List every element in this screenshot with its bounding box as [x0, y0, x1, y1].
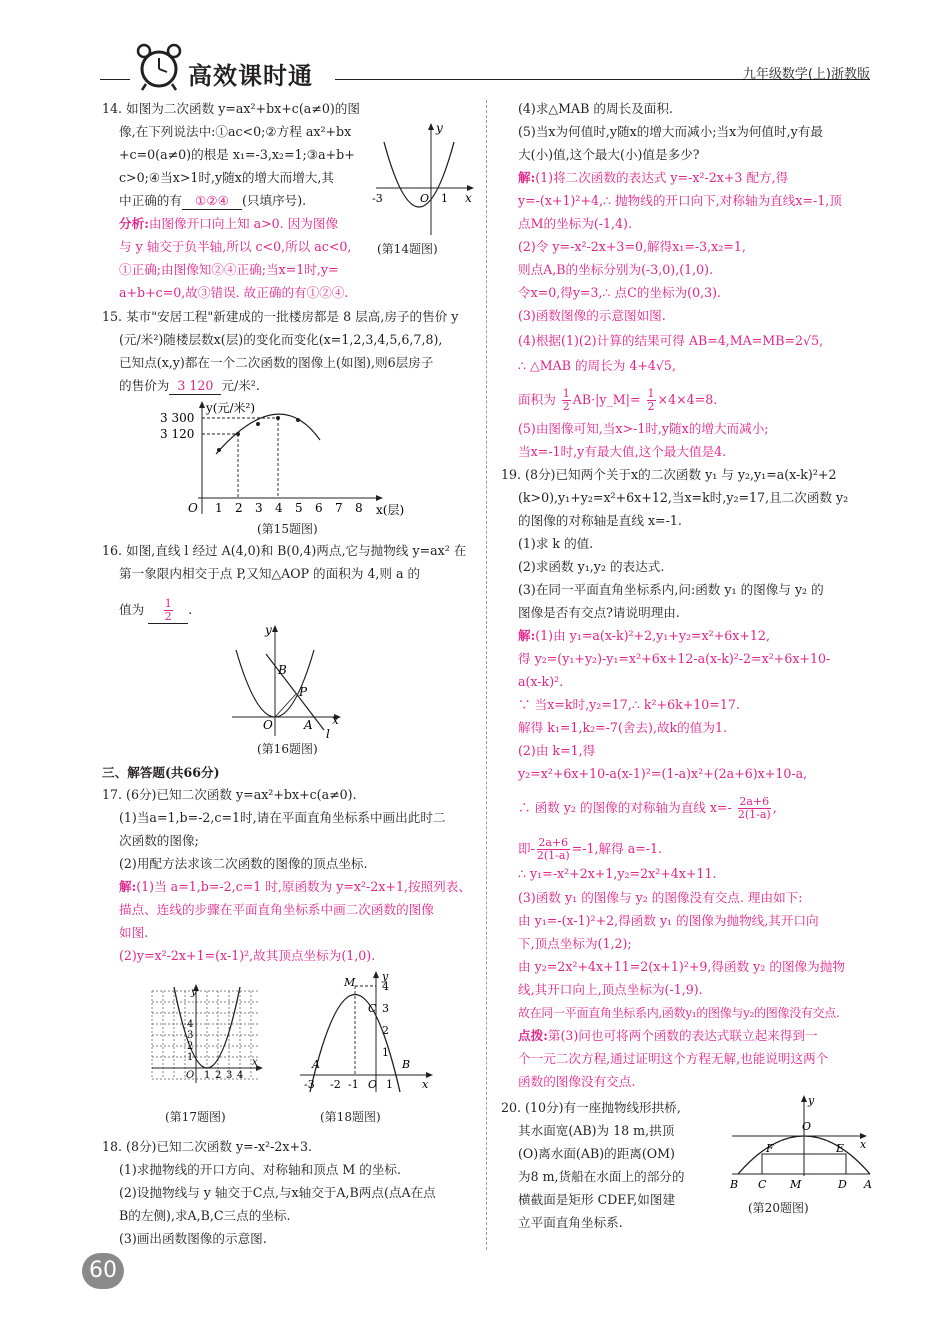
- q19-fraction-1-den: 2(1-a): [737, 808, 771, 821]
- q19-solution-8: [518, 796, 777, 821]
- q17-solution-1: [119, 879, 471, 895]
- q18-line2: (1)求抛物线的开口方向、对称轴和顶点 M 的坐标.: [119, 1162, 402, 1177]
- q17-fig-xt3: 3: [226, 1070, 233, 1081]
- q14-analysis-label: 分析:: [119, 216, 149, 231]
- q20-fig-m: M: [790, 1178, 802, 1191]
- q18-caption: (第18题图): [320, 1110, 381, 1124]
- q17-solution-3: 如图.: [119, 925, 149, 940]
- q16-fig-y: y: [265, 623, 272, 637]
- q18-line5: (3)画出函数图像的示意图.: [119, 1231, 267, 1246]
- q18-solution-1: [518, 170, 788, 186]
- q18-half-2-num: 1: [647, 387, 655, 400]
- q19-solution-7: y₂=x²+6x+10-a(x-1)²=(1-a)x²+(2a+6)x+10-a,: [518, 766, 808, 781]
- q19-solution-5: 解得 k₁=1,k₂=-7(舍去),故k的值为1.: [518, 720, 727, 735]
- q19-solution-11: (3)函数 y₁ 的图像与 y₂ 的图像没有交点. 理由如下:: [518, 890, 803, 905]
- q16-line3-text: 值为: [119, 602, 145, 617]
- q15-point-3: [256, 422, 260, 426]
- q16-caption: (第16题图): [257, 742, 318, 756]
- header-rule-left: [100, 79, 130, 80]
- q18-half-1-den: 2: [562, 400, 570, 413]
- q18-solution-text: (1)将二次函数的表达式 y=-x²-2x+3 配方,得: [535, 170, 789, 185]
- book-title: 九年级数学(上)浙教版: [742, 67, 870, 82]
- page-number: 60: [89, 1258, 117, 1283]
- q20-fig-x: x: [860, 1138, 867, 1151]
- q14-figure: [368, 120, 480, 240]
- q17-fig-xt1: 1: [204, 1070, 211, 1081]
- q17-fig-y: y: [191, 987, 197, 998]
- q15-fig-tick-3: 3: [255, 501, 263, 515]
- q18-fig-y: y: [382, 970, 389, 983]
- q19-tip-1: [518, 1028, 818, 1044]
- q16-fig-x: x: [332, 713, 339, 727]
- q19-axis-text: ∴ 函数 y₂ 的图像的对称轴为直线 x=-: [518, 800, 732, 815]
- q17-fig-yt2: 2: [187, 1041, 194, 1052]
- q15-fig-x-label: x(层): [376, 503, 405, 517]
- q20-fig-b: B: [730, 1178, 739, 1191]
- q18-area-mid: AB·|y_M|=: [572, 392, 641, 407]
- q20-fig-e: E: [836, 1142, 845, 1155]
- q19-tip-label: 点拨:: [518, 1028, 548, 1043]
- q18-area-tail: ×4×4=8.: [657, 392, 718, 407]
- q18-fig-c: C: [368, 1002, 377, 1015]
- q15-point-4: [276, 416, 280, 420]
- q15-fig-tick-8: 8: [355, 501, 363, 515]
- q17-line4: (2)用配方法求该二次函数的图像的顶点坐标.: [119, 856, 368, 871]
- q15-line4-text: 的售价为: [119, 378, 170, 393]
- q16-figure: [228, 622, 348, 740]
- q19-solution-text: (1)由 y₁=a(x-k)²+2,y₁+y₂=x²+6x+12,: [535, 628, 770, 643]
- q20-fig-c: C: [758, 1178, 767, 1191]
- q14-analysis-text: 由图像开口向上知 a>0. 因为图像: [148, 216, 339, 231]
- q19-solution-9: [518, 837, 662, 862]
- q17-caption: (第17题图): [165, 1110, 226, 1124]
- q14-fig-y-label: y: [436, 121, 443, 135]
- q14-answer-blank[interactable]: ①②④: [182, 193, 242, 210]
- q20-caption: (第20题图): [748, 1201, 809, 1215]
- q15-point-5: [296, 418, 300, 422]
- q18-half-1-num: 1: [562, 387, 570, 400]
- q18-solution-2: y=-(x+1)²+4,∴ 抛物线的开口向下,对称轴为直线x=-1,顶: [518, 193, 842, 208]
- q19-tip-2: 个一元二次方程,通过证明这个方程无解,也能说明这两个: [518, 1051, 829, 1066]
- q19-line5: (2)求函数 y₁,y₂ 的表达式.: [518, 559, 665, 574]
- q18-fig-a: A: [312, 1058, 320, 1071]
- q20-fig-f: F: [766, 1142, 774, 1155]
- q14-line3: +c=0(a≠0)的根是 x₁=-3,x₂=1;③a+b+: [119, 147, 355, 162]
- q19-solution-16: 故在同一平面直角坐标系内,函数y₁的图像与y₂的图像没有交点.: [518, 1006, 840, 1020]
- q19-solution-1: [518, 628, 770, 644]
- q17-solution-text: (1)当 a=1,b=-2,c=1 时,原函数为 y=x²-2x+1,按照列表、: [136, 879, 471, 894]
- q19-tip-3: 函数的图像没有交点.: [518, 1074, 636, 1089]
- q17-fig-x: x: [252, 1057, 258, 1068]
- q14-line5-tail: (只填序号).: [241, 193, 307, 208]
- q18-fig-yt3: 3: [382, 1002, 389, 1015]
- q18-solution-7: (3)函数图像的示意图如图.: [518, 308, 666, 323]
- q18-line7: (5)当x为何值时,y随x的增大而减小;当x为何值时,y有最: [518, 124, 823, 139]
- q19-eq-text: 即-: [518, 841, 535, 856]
- q16-fig-b: B: [278, 663, 287, 677]
- q18-figure: [298, 968, 436, 1094]
- q16-answer-blank[interactable]: [148, 598, 188, 624]
- q15-line2: (元/米²)随楼层数x(层)的变化而变化(x=1,2,3,4,5,6,7,8),: [119, 332, 443, 347]
- q17-fig-o: O: [186, 1070, 195, 1081]
- q15-fig-y-label: y(元/米²): [206, 401, 255, 415]
- q18-line6: (4)求△MAB 的周长及面积.: [518, 101, 673, 116]
- q16-fig-a: A: [304, 718, 313, 732]
- section3-title: 三、解答题(共66分): [102, 765, 220, 780]
- q19-line3: 的图像的对称轴是直线 x=-1.: [518, 513, 682, 528]
- q18-fig-xt-2: -2: [330, 1078, 341, 1091]
- q16-answer-num: 1: [164, 597, 172, 610]
- q18-solution-4: (2)令 y=-x²-2x+3=0,解得x₁=-3,x₂=1,: [518, 239, 746, 254]
- q16-line2: 第一象限内相交于点 P,又知△AOP 的面积为 4,则 a 的: [119, 566, 421, 581]
- q18-fig-b: B: [402, 1058, 411, 1071]
- header: [100, 42, 870, 92]
- q17-fig-xt2: 2: [215, 1070, 222, 1081]
- q17-figure: [148, 983, 266, 1089]
- q16-line3: [119, 598, 192, 624]
- clock-logo-icon: [130, 42, 188, 92]
- q15-point-1: [217, 448, 221, 452]
- q18-fig-o: O: [368, 1078, 378, 1091]
- q15-fig-tick-7: 7: [335, 501, 343, 515]
- q18-solution-12: 当x=-1时,y有最大值,这个最大值是4.: [518, 444, 727, 459]
- q15-figure: [158, 398, 420, 518]
- q20-line2: 其水面宽(AB)为 18 m,拱顶: [518, 1123, 675, 1138]
- q19-axis-tail: ,: [772, 800, 777, 815]
- q14-line1: 14. 如图为二次函数 y=ax²+bx+c(a≠0)的图: [102, 101, 360, 116]
- q18-fig-yt4: 4: [382, 980, 389, 993]
- q18-solution-3: 点M的坐标为(-1,4).: [518, 216, 632, 231]
- q20-fig-o: O: [802, 1120, 812, 1133]
- q14-analysis-1: [119, 216, 338, 232]
- q19-solution-label: 解:: [518, 628, 536, 643]
- q19-fraction-1-num: 2a+6: [739, 795, 770, 808]
- q16-line1: 16. 如图,直线 l 经过 A(4,0)和 B(0,4)两点,它与抛物线 y=ax² 在: [102, 543, 467, 558]
- q19-solution-15: 线,其开口向上,顶点坐标为(-1,9).: [518, 982, 703, 997]
- q19-line2: (k>0),y₁+y₂=x²+6x+12,当x=k时,y₂=17,且二次函数 y₂: [518, 490, 849, 505]
- q19-line6: (3)在同一平面直角坐标系内,问:函数 y₁ 的图像与 y₂ 的: [518, 582, 824, 597]
- q19-axis-fraction-1: [738, 796, 771, 821]
- q17-fig-xt4: 4: [237, 1070, 244, 1081]
- q20-line4: 为8 m,货船在水面上的部分的: [518, 1169, 685, 1184]
- q19-solution-6: (2)由 k=1,得: [518, 743, 596, 758]
- q19-line7: 图像是否有交点?请说明理由.: [518, 605, 680, 620]
- q20-line5: 横截面是矩形 CDEF,如图建: [518, 1192, 676, 1207]
- q19-line4: (1)求 k 的值.: [518, 536, 594, 551]
- logo-text: 高效课时通: [188, 62, 313, 90]
- q20-fig-d: D: [838, 1178, 847, 1191]
- q18-half-2-den: 2: [647, 400, 655, 413]
- q20-figure: [726, 1094, 876, 1192]
- q18-solution-5: 则点A,B的坐标分别为(-3,0),(1,0).: [518, 262, 714, 277]
- q14-line4: c>0;④当x>1时,y随x的增大而增大,其: [119, 170, 334, 185]
- q19-solution-3: a(x-k)².: [518, 674, 564, 689]
- q17-fig-yt4: 4: [187, 1019, 194, 1030]
- q20-fig-y: y: [808, 1094, 815, 1107]
- q18-half-1: [562, 388, 571, 413]
- q15-line4-tail: 元/米².: [221, 378, 260, 393]
- q15-answer-blank[interactable]: 3 120: [169, 378, 221, 395]
- q18-fig-xt-3: -3: [304, 1078, 315, 1091]
- q17-solution-2: 描点、连线的步骤在平面直角坐标系中画二次函数的图像: [119, 902, 434, 917]
- q15-point-2: [236, 432, 240, 436]
- q18-solution-11: (5)由图像可知,当x>-1时,y随x的增大而减小;: [518, 421, 769, 436]
- q17-solution-label: 解:: [119, 879, 137, 894]
- q14-fig-x-label: x: [465, 191, 472, 205]
- q19-solution-4: ∵ 当x=k时,y₂=17,∴ k²+6k+10=17.: [518, 697, 740, 712]
- q19-line1: 19. (8分)已知两个关于x的二次函数 y₁ 与 y₂,y₁=a(x-k)²+2: [501, 467, 837, 482]
- q16-answer-fraction: [164, 598, 173, 623]
- q16-answer-den: 2: [164, 610, 172, 623]
- q17-fig-yt3: 3: [187, 1030, 194, 1041]
- q14-analysis-3: ①正确;由图像知②④正确;当x=1时,y=: [119, 262, 339, 277]
- q18-solution-8: (4)根据(1)(2)计算的结果可得 AB=4,MA=MB=2√5,: [518, 333, 824, 348]
- q18-solution-label: 解:: [518, 170, 536, 185]
- q18-solution-6: 令x=0,得y=3,∴ 点C的坐标为(0,3).: [518, 285, 722, 300]
- q18-line4: B的左侧),求A,B,C三点的坐标.: [119, 1208, 291, 1223]
- q18-solution-9: ∴ △MAB 的周长为 4+4√5,: [518, 358, 676, 373]
- q14-analysis-4: a+b+c=0,故③错误. 故正确的有①②④.: [119, 285, 349, 300]
- q15-fig-tick-2: 2: [235, 501, 243, 515]
- q18-fig-xt1: 1: [386, 1078, 393, 1091]
- q20-fig-a: A: [864, 1178, 872, 1191]
- q17-line2: (1)当a=1,b=-2,c=1时,请在平面直角坐标系中画出此时二: [119, 810, 446, 825]
- q19-eq-tail: =-1,解得 a=-1.: [571, 841, 663, 856]
- header-rule-right: [335, 79, 870, 80]
- q18-line8: 大(小)值,这个最大(小)值是多少?: [518, 147, 700, 162]
- q19-solution-13: 下,顶点坐标为(1,2);: [518, 936, 632, 951]
- q17-line3: 次函数的图像;: [119, 833, 199, 848]
- q19-fraction-2-den: 2(1-a): [536, 849, 570, 862]
- q17-line1: 17. (6分)已知二次函数 y=ax²+bx+c(a≠0).: [102, 787, 357, 802]
- q14-caption: (第14题图): [377, 242, 438, 256]
- q15-fig-tick-5: 5: [295, 501, 303, 515]
- q19-tip-text: 第(3)问也可将两个函数的表达式联立起来得到一: [547, 1028, 818, 1043]
- q18-fig-xt-1: -1: [348, 1078, 359, 1091]
- q18-line1: 18. (8分)已知二次函数 y=-x²-2x+3.: [102, 1139, 313, 1154]
- q18-solution-10: [518, 388, 717, 413]
- q19-solution-12: 由 y₁=-(x-1)²+2,得函数 y₁ 的图像为抛物线,其开口向: [518, 913, 819, 928]
- q15-line3: 已知点(x,y)都在一个二次函数的图像上(如图),则6层房子: [119, 355, 434, 370]
- q20-line3: (O)离水面(AB)的距离(OM): [518, 1146, 675, 1161]
- q20-line1: 20. (10分)有一座抛物线形拱桥,: [501, 1100, 681, 1115]
- q19-solution-2: 得 y₂=(y₁+y₂)-y₁=x²+6x+12-a(x-k)²-2=x²+6x+10-: [518, 651, 831, 666]
- q16-fig-p: P: [299, 685, 308, 699]
- q18-fig-x: x: [422, 1078, 429, 1091]
- q14-fig-tick-1: 1: [441, 192, 448, 205]
- q19-fraction-2-num: 2a+6: [538, 836, 569, 849]
- q15-caption: (第15题图): [257, 522, 318, 536]
- page-number-badge: [82, 1253, 124, 1289]
- q17-solution-4: (2)y=x²-2x+1=(x-1)²,故其顶点坐标为(1,0).: [119, 948, 376, 963]
- q15-fig-y-3120: 3 120: [160, 427, 195, 441]
- q15-line4: [119, 378, 260, 395]
- q17-fig-yt1: 1: [187, 1052, 194, 1063]
- q15-fig-y-3300: 3 300: [160, 411, 195, 425]
- q15-line1: 15. 某市"安居工程"新建成的一批楼房都是 8 层高,房子的售价 y: [102, 309, 459, 324]
- q15-fig-tick-1: 1: [215, 501, 223, 515]
- q14-line5: [119, 193, 306, 210]
- q18-fig-m: M: [344, 976, 356, 989]
- q16-line3-tail: .: [188, 602, 193, 617]
- q16-fig-l: l: [326, 727, 330, 740]
- q14-line5-text: 中正确的有: [119, 193, 182, 208]
- q19-axis-fraction-2: [537, 837, 570, 862]
- q16-fig-o: O: [263, 718, 273, 732]
- q18-fig-yt2: 2: [382, 1024, 389, 1037]
- q18-line3: (2)设抛物线与 y 轴交于C点,与x轴交于A,B两点(点A在点: [119, 1185, 436, 1200]
- q15-fig-tick-6: 6: [315, 501, 323, 515]
- q18-fig-yt1: 1: [382, 1046, 389, 1059]
- q18-area-text: 面积为: [518, 392, 556, 407]
- q14-analysis-2: 与 y 轴交于负半轴,所以 c<0,所以 ac<0,: [119, 239, 352, 254]
- column-divider: [486, 100, 487, 1250]
- q18-half-2: [647, 388, 656, 413]
- q19-solution-14: 由 y₂=2x²+4x+11=2(x+1)²+9,得函数 y₂ 的图像为抛物: [518, 959, 845, 974]
- q20-line6: 立平面直角坐标系.: [518, 1215, 623, 1230]
- q15-fig-origin: O: [188, 501, 198, 515]
- q15-fig-tick-4: 4: [275, 501, 283, 515]
- q14-line2: 像,在下列说法中:①ac<0;②方程 ax²+bx: [119, 124, 352, 139]
- q14-fig-origin: O: [420, 192, 430, 205]
- q19-solution-10: ∴ y₁=-x²+2x+1,y₂=2x²+4x+11.: [518, 866, 717, 881]
- q14-fig-tick-neg3: -3: [372, 192, 383, 205]
